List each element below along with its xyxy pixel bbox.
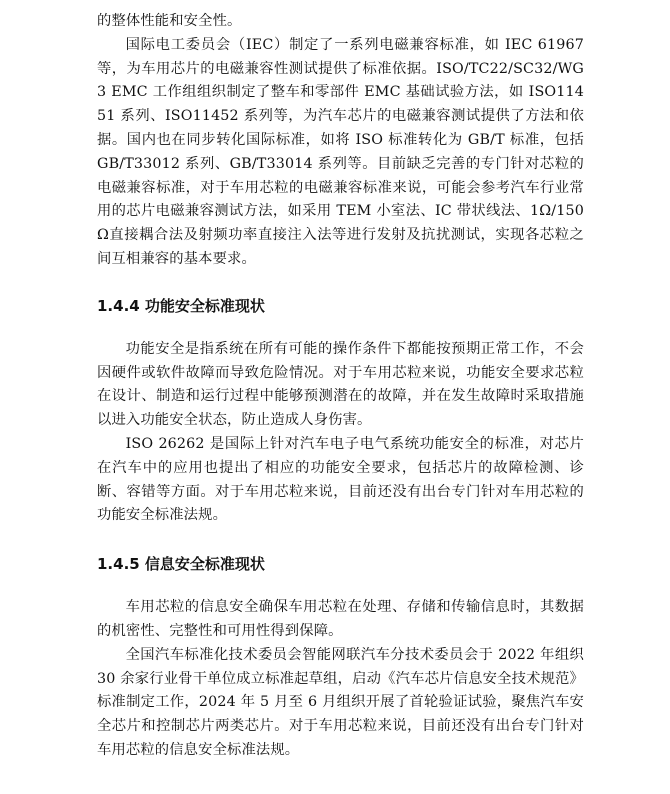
emc-standards-paragraph: 国际电工委员会（IEC）制定了一系列电磁兼容标准，如 IEC 61967 等，为车用芯片的电磁兼容性测试提供了标准依据。ISO/TC22/SC32/WG3 EMC 工作组组织制定了整车和零部件 EMC 基础试验方法，如 ISO11451 系列、ISO11452 系列等，为汽车芯片的电磁兼容测试提供了方法和依据。国内也在同步转化国际标准，如将 ISO 标准转化为 GB/T 标准，包括 GB/T33012 系列、GB/T33014 系列等。目前缺乏完善的专门针对芯粒的电磁兼容标准，对于车用芯粒的电磁兼容标准来说，可能会参考汽车行业常用的芯片电磁兼容测试方法，如采用 TEM 小室法、IC 带状线法、1Ω/150Ω直接耦合法及射频功率直接注入法等进行发射及抗扰测试，实现各芯粒之间互相兼容的基本要求。 [97,36,584,267]
functional-safety-paragraph-1: 功能安全是指系统在所有可能的操作条件下都能按预期正常工作，不会因硬件或软件故障而导致危险情况。对于车用芯粒来说，功能安全要求芯粒在设计、制造和运行过程中能够预测潜在的故障，并在发生故障时采取措施以进入功能安全状态，防止造成人身伤害。 [97,340,584,429]
document-page [97,10,584,763]
information-security-paragraph-1: 车用芯粒的信息安全确保车用芯粒在处理、存储和传输信息时，其数据的机密性、完整性和可用性得到保障。 [97,599,584,639]
functional-safety-paragraph-2: ISO 26262 是国际上针对汽车电子电气系统功能安全的标准，对芯片在汽车中的应用也提出了相应的功能安全要求，包括芯片的故障检测、诊断、容错等方面。对于车用芯粒来说，目前还没有出台专门针对车用芯粒的功能安全标准法规。 [97,435,584,524]
carryover-paragraph: 的整体性能和安全性。 [97,13,242,29]
section-heading-information-security: 1.4.5 信息安全标准现状 [97,555,265,574]
information-security-paragraph-2: 全国汽车标准化技术委员会智能网联汽车分技术委员会于 2022 年组织 30 余家行业骨干单位成立标准起草组，启动《汽车芯片信息安全技术规范》标准制定工作，2024 年 5 月至 6 月组织开展了首轮验证试验，聚焦汽车安全芯片和控制芯片两类芯片。对于车用芯粒来说，目前还没有出台专门针对车用芯粒的信息安全标准法规。 [97,646,584,758]
section-heading-functional-safety: 1.4.4 功能安全标准现状 [97,296,265,315]
